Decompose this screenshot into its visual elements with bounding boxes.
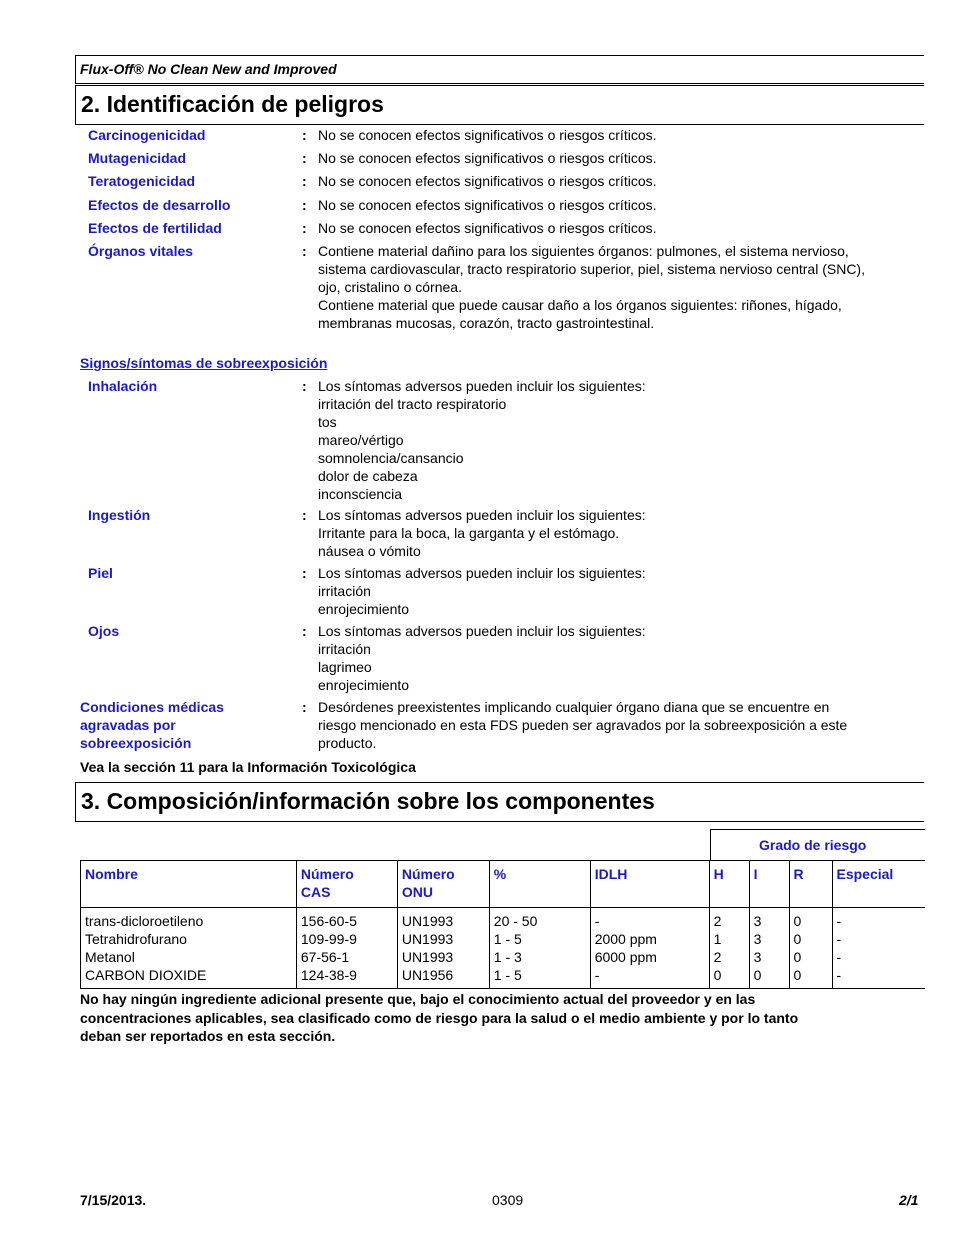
col-idlh: IDLH [590, 861, 709, 908]
toxicology-note: Vea la sección 11 para la Información Toxicológica [80, 759, 416, 775]
row-colon: : [302, 623, 307, 639]
row-colon: : [302, 220, 307, 236]
product-name: Flux-Off® No Clean New and Improved [80, 61, 337, 77]
row-colon: : [302, 507, 307, 523]
cell-onu: UN1993 UN1993 UN1993 UN1956 [397, 908, 489, 989]
row-colon: : [302, 173, 307, 189]
row-value: No se conocen efectos significativos o riesgos críticos. [318, 197, 657, 213]
row-value: Contiene material dañino para los siguientes órganos: pulmones, el sistema nervioso, sistema cardiovascular, tracto respiratorio superior, piel, sistema nervioso central (SNC), ojo, cristalino o córnea. Contiene material que puede causar daño a los órganos siguientes: riñones, hígado, membranas mucosas, corazón, tracto gastrointestinal. [318, 243, 865, 331]
cell-h: 2 1 2 0 [709, 908, 749, 989]
cell-idlh: - 2000 ppm 6000 ppm - [590, 908, 709, 989]
row-label: Mutagenicidad [88, 150, 187, 166]
col-especial: Especial [832, 861, 925, 908]
row-label: Efectos de desarrollo [88, 197, 231, 213]
col-nombre: Nombre [81, 861, 297, 908]
cell-pct: 20 - 50 1 - 5 1 - 3 1 - 5 [489, 908, 590, 989]
col-pct: % [489, 861, 590, 908]
row-value: Los síntomas adversos pueden incluir los siguientes: irritación del tracto respiratorio tos mareo/vértigo somnolencia/cansancio dolor de cabeza inconsciencia [318, 378, 646, 502]
cell-especial: - - - - [832, 908, 925, 989]
row-colon: : [302, 127, 307, 143]
row-colon: : [302, 378, 307, 394]
row-colon: : [302, 150, 307, 166]
components-table [80, 860, 925, 989]
grado-de-riesgo-header [710, 829, 925, 860]
row-colon: : [302, 699, 307, 715]
table-header-row [81, 861, 926, 908]
row-value: Los síntomas adversos pueden incluir los siguientes: Irritante para la boca, la garganta y el estómago. náusea o vómito [318, 507, 646, 559]
row-label: Ingestión [88, 507, 151, 523]
document-header [75, 55, 924, 84]
section-2-title: 2. Identificación de peligros [81, 91, 384, 117]
col-onu: Número ONU [397, 861, 489, 908]
footer-page: 2/1 [899, 1192, 919, 1208]
row-label: Efectos de fertilidad [88, 220, 222, 236]
signos-sintomas-link[interactable]: Signos/síntomas de sobreexposición [80, 355, 328, 371]
footer-code: 0309 [492, 1192, 524, 1208]
cell-r: 0 0 0 0 [789, 908, 832, 989]
row-label: Piel [88, 565, 113, 581]
row-label: Inhalación [88, 378, 158, 394]
col-r: R [789, 861, 832, 908]
row-value: Los síntomas adversos pueden incluir los siguientes: irritación enrojecimiento [318, 565, 646, 617]
section-3-title: 3. Composición/información sobre los componentes [81, 788, 655, 814]
row-colon: : [302, 565, 307, 581]
row-label: Condiciones médicas agravadas por sobreexposición [80, 699, 224, 751]
grado-label: Grado de riesgo [759, 837, 867, 853]
row-label: Carcinogenicidad [88, 127, 206, 143]
row-label: Órganos vitales [88, 243, 194, 259]
row-value: No se conocen efectos significativos o riesgos críticos. [318, 127, 657, 143]
cell-cas: 156-60-5 109-99-9 67-56-1 124-38-9 [296, 908, 397, 989]
row-value: No se conocen efectos significativos o riesgos críticos. [318, 150, 657, 166]
row-colon: : [302, 243, 307, 259]
row-colon: : [302, 197, 307, 213]
table-row [81, 908, 926, 989]
section-3-header [75, 782, 924, 822]
cell-nombre: trans-dicloroetileno Tetrahidrofurano Metanol CARBON DIOXIDE [81, 908, 297, 989]
row-label: Ojos [88, 623, 120, 639]
row-value: No se conocen efectos significativos o riesgos críticos. [318, 173, 657, 189]
cell-i: 3 3 3 0 [749, 908, 789, 989]
row-label: Teratogenicidad [88, 173, 196, 189]
col-cas: Número CAS [296, 861, 397, 908]
footer-date: 7/15/2013. [80, 1192, 147, 1208]
col-h: H [709, 861, 749, 908]
section-2-header [75, 85, 924, 125]
ingredients-note: No hay ningún ingrediente adicional presente que, bajo el conocimiento actual del proveedor y en las concentraciones aplicables, sea clasificado como de riesgo para la salud o el medio ambiente y por lo tanto deban ser reportados en esta sección. [80, 991, 799, 1044]
row-value: Los síntomas adversos pueden incluir los siguientes: irritación lagrimeo enrojecimiento [318, 623, 646, 693]
row-value: No se conocen efectos significativos o riesgos críticos. [318, 220, 657, 236]
col-i: I [749, 861, 789, 908]
row-value: Desórdenes preexistentes implicando cualquier órgano diana que se encuentre en riesgo mencionado en esta FDS pueden ser agravados por la sobreexposición a este producto. [318, 699, 848, 751]
